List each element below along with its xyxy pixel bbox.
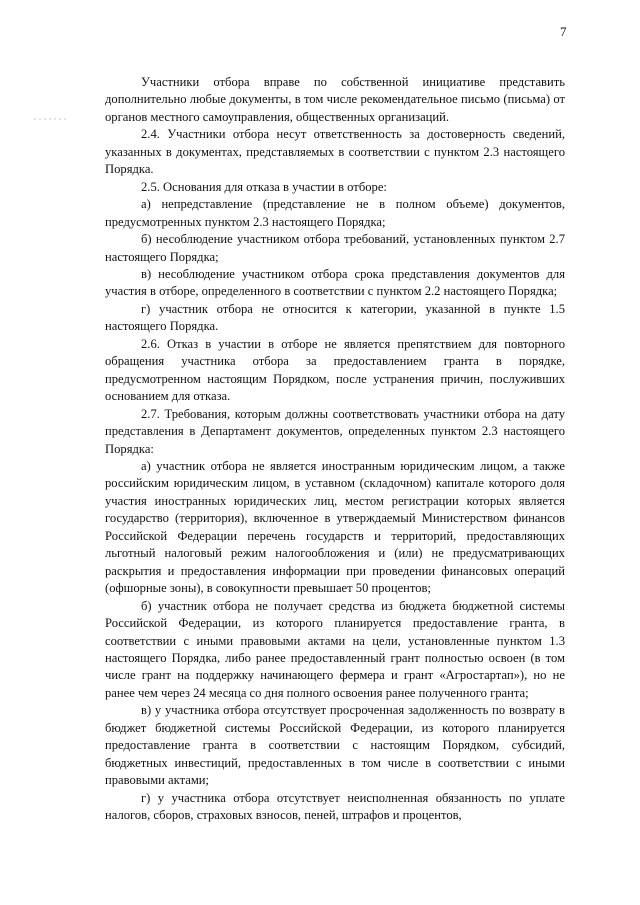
document-body <box>105 74 565 824</box>
paragraph-2-4: 2.4. Участники отбора несут ответственность за достоверность сведений, указанных в документах, представляемых в соответствии с пунктом 2.3 настоящего Порядка. <box>105 127 565 177</box>
scan-artifact-mark <box>32 112 70 126</box>
paragraph-2-7-b: б) участник отбора не получает средства из бюджета бюджетной системы Российской Федерации, из которого планируется предоставление гранта, в соответствии с иными правовыми актами на цели, установленные пунктом 1.3 настоящего Порядка, либо ранее предоставленный грант полностью освоен (в том числе грант на поддержку начинающего фермера и грант «Агростартап»), но не ранее чем через 24 месяца со дня полного освоения ранее полученного гранта; <box>105 598 565 700</box>
paragraph-2-6: 2.6. Отказ в участии в отборе не является препятствием для повторного обращения участника отбора за предоставлением гранта в порядке, предусмотренном настоящим Порядком, после устранения причин, послуживших основанием для отказа. <box>105 336 565 404</box>
paragraph-2-7-a: а) участник отбора не является иностранным юридическим лицом, а также российским юридическим лицом, в уставном (складочном) капитале которого доля участия иностранных юридических лиц, местом регистрации которых является государство (территория), включенное в утверждаемый Министерством финансов Российской Федерации перечень государств и территорий, предоставляющих льготный налоговый режим налогообложения и (или) не предусматривающих раскрытия и предоставления информации при проведении финансовых операций (офшорные зоны), в совокупности превышает 50 процентов; <box>105 458 565 596</box>
paragraph-2-5-v: в) несоблюдение участником отбора срока представления документов для участия в отборе, определенного в соответствии с пунктом 2.2 настоящего Порядка; <box>105 266 565 299</box>
paragraph-additional-documents: Участники отбора вправе по собственной инициативе представить дополнительно любые документы, в том числе рекомендательное письмо (письма) от органов местного самоуправления, общественных организаций. <box>105 75 565 124</box>
paragraph-2-7-g: г) у участника отбора отсутствует неисполненная обязанность по уплате налогов, сборов, страховых взносов, пеней, штрафов и процентов, <box>105 790 565 823</box>
paragraph-2-7: 2.7. Требования, которым должны соответствовать участники отбора на дату представления в Департамент документов, определенных пунктом 2.3 настоящего Порядка: <box>105 406 565 456</box>
paragraph-2-5-a: а) непредставление (представление не в полном объеме) документов, предусмотренных пунктом 2.3 настоящего Порядка; <box>105 197 565 229</box>
paragraph-2-5-b: б) несоблюдение участником отбора требований, установленных пунктом 2.7 настоящего Порядка; <box>105 232 565 264</box>
paragraph-2-5-g: г) участник отбора не относится к категории, указанной в пункте 1.5 настоящего Порядка. <box>105 301 565 334</box>
paragraph-2-7-v: в) у участника отбора отсутствует просроченная задолженность по возврату в бюджет бюджетной системы Российской Федерации, из которого планируется предоставление гранта в соответствии с настоящим Порядком, субсидий, бюджетных инвестиций, предоставленных в том числе в соответствии с иными правовыми актами; <box>105 703 565 788</box>
page-number: 7 <box>560 24 567 39</box>
paragraph-2-5: 2.5. Основания для отказа в участии в отборе: <box>141 179 387 194</box>
